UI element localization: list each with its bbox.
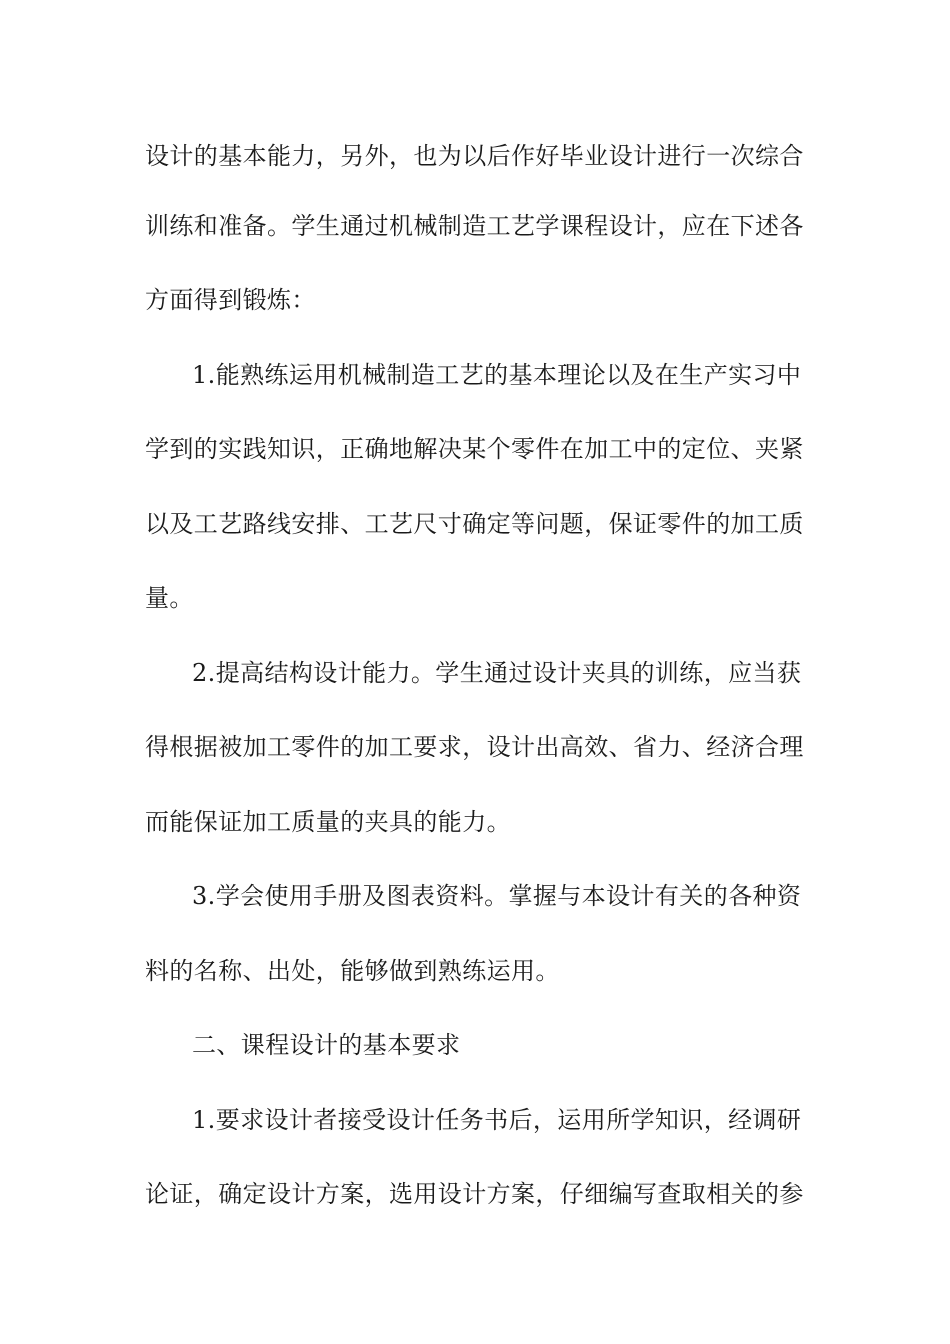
text-line: 论证，确定设计方案，选用设计方案，仔细编写查取相关的参 bbox=[145, 1180, 804, 1208]
paragraph-start-line: 1.能熟练运用机械制造工艺的基本理论以及在生产实习中 bbox=[192, 361, 802, 389]
text-line: 料的名称、出处，能够做到熟练运用。 bbox=[145, 957, 560, 985]
paragraph-start-line: 1.要求设计者接受设计任务书后，运用所学知识，经调研 bbox=[192, 1106, 802, 1134]
text-line: 以及工艺路线安排、工艺尺寸确定等问题，保证零件的加工质 bbox=[145, 510, 804, 538]
text-line: 设计的基本能力，另外，也为以后作好毕业设计进行一次综合 bbox=[145, 142, 804, 170]
section-heading: 二、课程设计的基本要求 bbox=[192, 1031, 461, 1059]
text-line: 训练和准备。学生通过机械制造工艺学课程设计，应在下述各 bbox=[145, 212, 804, 240]
text-line: 方面得到锻炼： bbox=[145, 286, 316, 314]
text-line: 而能保证加工质量的夹具的能力。 bbox=[145, 808, 511, 836]
paragraph-start-line: 2.提高结构设计能力。学生通过设计夹具的训练，应当获 bbox=[192, 659, 802, 687]
text-line: 学到的实践知识，正确地解决某个零件在加工中的定位、夹紧 bbox=[145, 435, 804, 463]
text-line: 得根据被加工零件的加工要求，设计出高效、省力、经济合理 bbox=[145, 733, 804, 761]
paragraph-start-line: 3.学会使用手册及图表资料。掌握与本设计有关的各种资 bbox=[192, 882, 802, 910]
text-line: 量。 bbox=[145, 584, 194, 612]
